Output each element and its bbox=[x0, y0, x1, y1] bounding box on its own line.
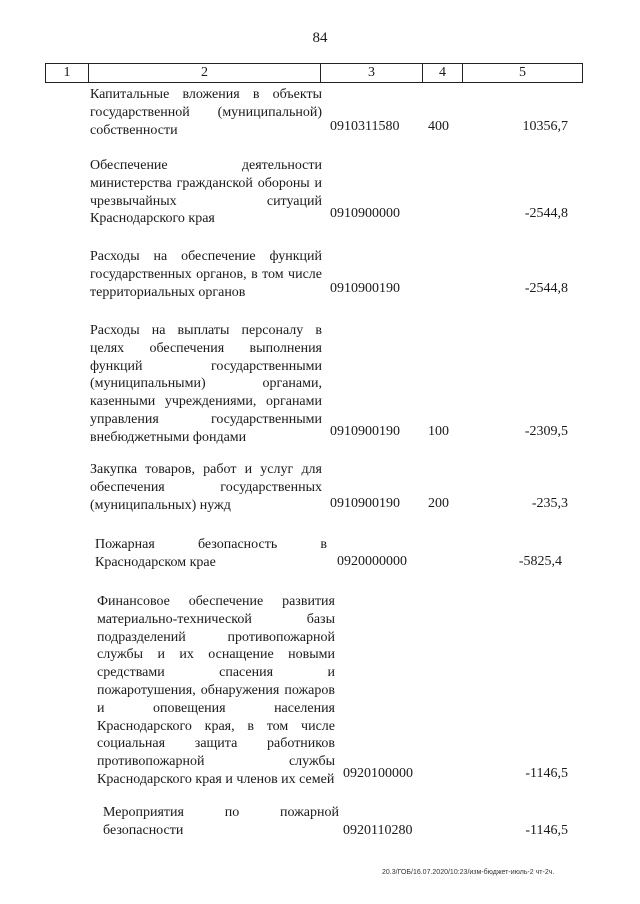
row-amount: -2309,5 bbox=[524, 424, 568, 439]
row-amount: -2544,8 bbox=[524, 206, 568, 221]
row-description: Закупка товаров, работ и услуг для обеспечения государственных (муниципальных) нужд bbox=[90, 462, 322, 513]
row-code: 0910900190 bbox=[330, 424, 400, 439]
row-code: 0910900000 bbox=[330, 206, 400, 221]
footer-note: 20.3/ГОБ/16.07.2020/10:23/изм-бюджет-июль-2 чт-2ч. bbox=[382, 869, 555, 876]
column-header-3: 3 bbox=[321, 64, 423, 82]
row-code: 0920000000 bbox=[337, 554, 407, 569]
row-description: Капитальные вложения в объекты государственной (муниципальной) собственности bbox=[90, 87, 322, 138]
row-code: 0910900190 bbox=[330, 496, 400, 511]
row-description: Финансовое обеспечение развития материально-технической базы подразделений противопожарной службы и их оснащение новыми средствами спасения и пожаротушения, обнаружения пожаров и оповещения населения Краснодарского края, в том числе социальная защита работников противопожарной службы Краснодарского края и членов их семей bbox=[97, 594, 335, 787]
row-description: Обеспечение деятельности министерства гражданской обороны и чрезвычайных ситуаций Краснодарского края bbox=[90, 158, 322, 227]
row-type: 100 bbox=[428, 424, 449, 439]
row-amount: -235,3 bbox=[531, 496, 568, 511]
row-code: 0920100000 bbox=[343, 766, 413, 781]
row-amount: -5825,4 bbox=[518, 554, 562, 569]
row-code: 0910311580 bbox=[330, 119, 400, 134]
column-header-4: 4 bbox=[423, 64, 463, 82]
row-type: 200 bbox=[428, 496, 449, 511]
page-number: 84 bbox=[312, 30, 328, 46]
row-amount: -2544,8 bbox=[524, 281, 568, 296]
row-type: 400 bbox=[428, 119, 449, 134]
row-code: 0910900190 bbox=[330, 281, 400, 296]
row-description: Мероприятия по пожарной безопасности bbox=[103, 805, 339, 838]
row-description: Пожарная безопасность в Краснодарском крае bbox=[95, 537, 327, 570]
row-description: Расходы на выплаты персоналу в целях обеспечения выполнения функций государственными (муниципальными) органами, казенными учреждениями, органами управления государственными внебюджетными фондами bbox=[90, 323, 322, 445]
row-code: 0920110280 bbox=[343, 823, 413, 838]
column-header-5: 5 bbox=[519, 65, 526, 80]
row-description: Расходы на обеспечение функций государственных органов, в том числе территориальных органов bbox=[90, 249, 322, 300]
row-amount: 10356,7 bbox=[522, 119, 568, 134]
column-header-row bbox=[45, 63, 583, 83]
column-header-1: 1 bbox=[46, 64, 89, 82]
row-amount: -1146,5 bbox=[525, 766, 568, 781]
column-header-2: 2 bbox=[89, 64, 321, 82]
row-amount: -1146,5 bbox=[525, 823, 568, 838]
